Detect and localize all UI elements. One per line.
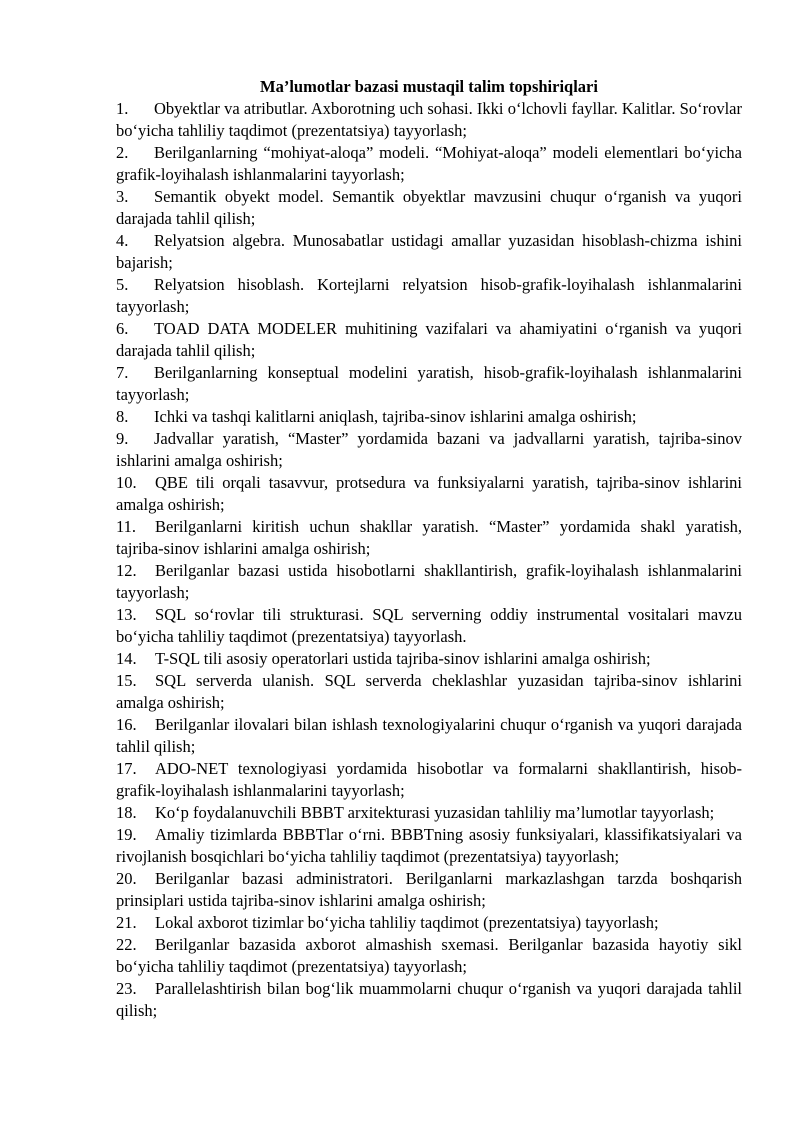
list-item-text: Berilganlarni kiritish uchun shakllar yaratish. “Master” yordamida shakl yaratish, tajriba-sinov ishlarini amalga oshirish; (116, 517, 742, 558)
list-item-text: Berilganlar bazasida axborot almashish sxemasi. Berilganlar bazasida hayotiy sikl bo‘yicha tahliliy taqdimot (prezentatsiya) tayyorlash; (116, 935, 742, 976)
list-item-text: T-SQL tili asosiy operatorlari ustida tajriba-sinov ishlarini amalga oshirish; (155, 649, 651, 668)
list-item-number: 9. (116, 429, 129, 448)
list-item (116, 186, 742, 230)
list-item-text: Relyatsion algebra. Munosabatlar ustidagi amallar yuzasidan hisoblash-chizma ishini bajarish; (116, 231, 742, 272)
list-item-number: 16. (116, 715, 137, 734)
list-item-number: 1. (116, 99, 129, 118)
list-item-number: 18. (116, 803, 137, 822)
list-item (116, 670, 742, 714)
list-item (116, 362, 742, 406)
list-item-number: 15. (116, 671, 137, 690)
list-item (116, 318, 742, 362)
list-item (116, 714, 742, 758)
list-item-number: 14. (116, 649, 137, 668)
list-item-number: 4. (116, 231, 129, 250)
list-item-text: Obyektlar va atributlar. Axborotning uch sohasi. Ikki o‘lchovli fayllar. Kalitlar. So‘rovlar bo‘yicha tahliliy taqdimot (prezentatsiya) tayyorlash; (116, 99, 742, 140)
list-item-number: 11. (116, 517, 137, 536)
list-item (116, 230, 742, 274)
list-item-number: 22. (116, 935, 137, 954)
list-item-number: 5. (116, 275, 129, 294)
list-item-number: 3. (116, 187, 129, 206)
list-item (116, 604, 742, 648)
list-item-text: QBE tili orqali tasavvur, protsedura va funksiyalarni yaratish, tajriba-sinov ishlarini amalga oshirish; (116, 473, 742, 514)
list-item (116, 758, 742, 802)
list-item-number: 8. (116, 407, 129, 426)
list-item-number: 21. (116, 913, 137, 932)
list-item-number: 7. (116, 363, 129, 382)
list-item (116, 472, 742, 516)
list-item-text: Ko‘p foydalanuvchili BBBT arxitekturasi yuzasidan tahliliy ma’lumotlar tayyorlash; (155, 803, 715, 822)
list-item (116, 978, 742, 1022)
list-item-text: Berilganlarning “mohiyat-aloqa” modeli. “Mohiyat-aloqa” modeli elementlari bo‘yicha grafik-loyihalash ishlanmalarini tayyorlash; (116, 143, 742, 184)
list-item-text: Amaliy tizimlarda BBBTlar o‘rni. BBBTning asosiy funksiyalari, klassifikatsiyalari va rivojlanish bosqichlari bo‘yicha tahliliy taqdimot (prezentatsiya) tayyorlash; (116, 825, 742, 866)
list-item (116, 648, 742, 670)
list-item-text: Berilganlar bazasi administratori. Berilganlarni markazlashgan tarzda boshqarish prinsiplari ustida tajriba-sinov ishlarini amalga oshirish; (116, 869, 742, 910)
list-item (116, 824, 742, 868)
task-list (116, 98, 742, 1022)
list-item-number: 13. (116, 605, 137, 624)
list-item-text: Berilganlarning konseptual modelini yaratish, hisob-grafik-loyihalash ishlanmalarini tayyorlash; (116, 363, 742, 404)
document-page (116, 76, 742, 1022)
list-item-number: 20. (116, 869, 137, 888)
list-item-text: Berilganlar bazasi ustida hisobotlarni shakllantirish, grafik-loyihalash ishlanmalarini tayyorlash; (116, 561, 742, 602)
list-item-text: Lokal axborot tizimlar bo‘yicha tahliliy taqdimot (prezentatsiya) tayyorlash; (155, 913, 659, 932)
list-item-number: 6. (116, 319, 129, 338)
list-item-text: Jadvallar yaratish, “Master” yordamida bazani va jadvallarni yaratish, tajriba-sinov ishlarini amalga oshirish; (116, 429, 742, 470)
list-item-number: 12. (116, 561, 137, 580)
list-item-number: 23. (116, 979, 137, 998)
list-item (116, 98, 742, 142)
list-item (116, 912, 742, 934)
list-item-text: SQL serverda ulanish. SQL serverda cheklashlar yuzasidan tajriba-sinov ishlarini amalga oshirish; (116, 671, 742, 712)
list-item-text: TOAD DATA MODELER muhitining vazifalari va ahamiyatini o‘rganish va yuqori darajada tahlil qilish; (116, 319, 742, 360)
list-item-text: Parallelashtirish bilan bog‘lik muammolarni chuqur o‘rganish va yuqori darajada tahlil qilish; (116, 979, 742, 1020)
list-item-text: Relyatsion hisoblash. Kortejlarni relyatsion hisob-grafik-loyihalash ishlanmalarini tayyorlash; (116, 275, 742, 316)
list-item (116, 142, 742, 186)
list-item (116, 560, 742, 604)
list-item-number: 2. (116, 143, 129, 162)
list-item (116, 516, 742, 560)
list-item (116, 934, 742, 978)
list-item-number: 19. (116, 825, 137, 844)
list-item-text: Ichki va tashqi kalitlarni aniqlash, tajriba-sinov ishlarini amalga oshirish; (154, 407, 637, 426)
list-item-text: Berilganlar ilovalari bilan ishlash texnologiyalarini chuqur o‘rganish va yuqori darajada tahlil qilish; (116, 715, 742, 756)
list-item (116, 868, 742, 912)
page-title: Ma’lumotlar bazasi mustaqil talim topshiriqlari (260, 77, 598, 96)
list-item (116, 406, 742, 428)
list-item-text: ADO-NET texnologiyasi yordamida hisobotlar va formalarni shakllantirish, hisob-grafik-loyihalash ishlanmalarini tayyorlash; (116, 759, 742, 800)
list-item-number: 17. (116, 759, 137, 778)
list-item (116, 428, 742, 472)
list-item-number: 10. (116, 473, 137, 492)
list-item-text: SQL so‘rovlar tili strukturasi. SQL serverning oddiy instrumental vositalari mavzu bo‘yicha tahliliy taqdimot (prezentatsiya) tayyorlash. (116, 605, 742, 646)
list-item (116, 274, 742, 318)
list-item (116, 802, 742, 824)
list-item-text: Semantik obyekt model. Semantik obyektlar mavzusini chuqur o‘rganish va yuqori darajada tahlil qilish; (116, 187, 742, 228)
